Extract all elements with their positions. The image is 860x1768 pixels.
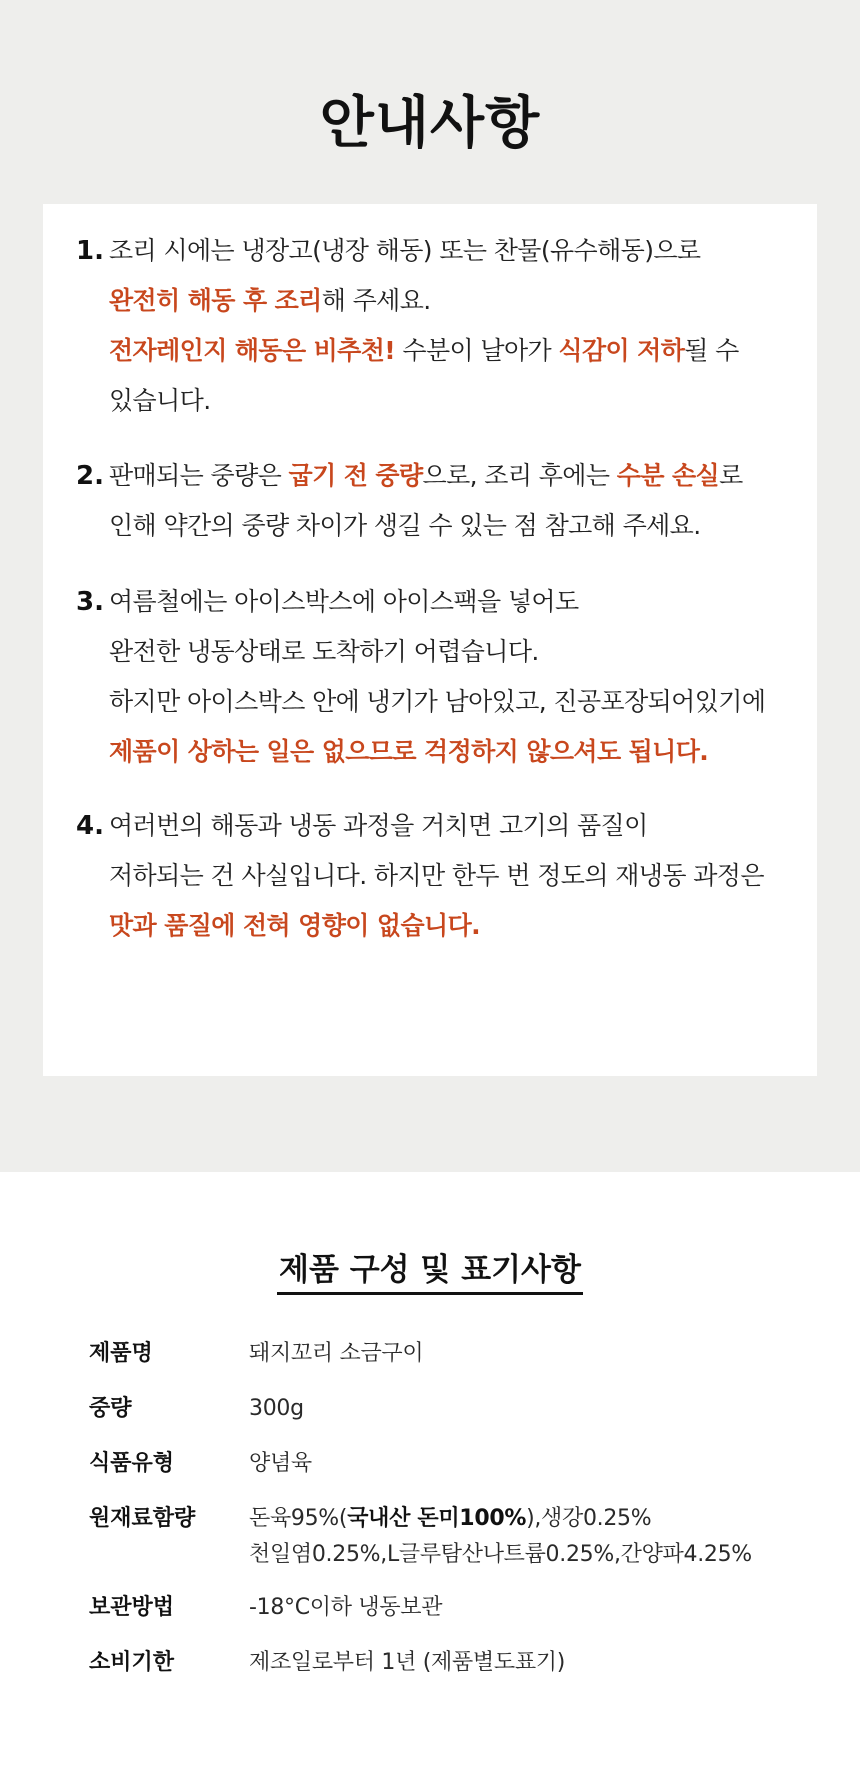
notice-line — [109, 627, 809, 677]
notice-card — [43, 204, 817, 1076]
notice-text: 완전한 냉동상태로 도착하기 어렵습니다. — [109, 637, 539, 666]
spec-value-text: 제조일로부터 1년 (제품별도표기) — [249, 1650, 566, 1675]
spec-value — [249, 1446, 849, 1482]
notice-text: 판매되는 중량은 — [109, 461, 289, 490]
spec-value-emphasis: 국내산 돈미100% — [347, 1506, 527, 1531]
notice-line — [109, 901, 809, 951]
notice-text: 하지만 아이스박스 안에 냉기가 남아있고, 진공포장되어있기에 — [109, 687, 766, 716]
spec-label: 소비기한 — [89, 1650, 175, 1675]
notice-text: 저하되는 건 사실입니다. 하지만 한두 번 정도의 재냉동 과정은 — [109, 861, 764, 890]
spec-label: 식품유형 — [89, 1451, 175, 1476]
spec-title: 제품 구성 및 표기사항 — [277, 1248, 583, 1295]
highlight-text: 완전히 해동 후 조리 — [109, 286, 322, 315]
notice-text: 있습니다. — [109, 386, 211, 415]
highlight-text: 수분 손실 — [616, 461, 720, 490]
spec-value-line — [249, 1537, 849, 1573]
spec-value — [249, 1336, 849, 1372]
notice-text: 으로, 조리 후에는 — [422, 461, 617, 490]
spec-value-line — [249, 1645, 849, 1681]
notice-text: 해 주세요. — [321, 286, 431, 315]
spec-value — [249, 1391, 849, 1427]
notice-number: 1. — [76, 236, 104, 266]
notice-text: 조리 시에는 냉장고(냉장 해동) 또는 찬물(유수해동)으로 — [109, 236, 701, 265]
notice-text: 인해 약간의 중량 차이가 생길 수 있는 점 참고해 주세요. — [109, 511, 701, 540]
spec-value-text: -18°C이하 냉동보관 — [249, 1595, 443, 1620]
notice-line — [109, 326, 809, 376]
spec-label: 중량 — [89, 1396, 132, 1421]
spec-value-text: ),생강0.25% — [526, 1506, 652, 1531]
spec-value — [249, 1590, 849, 1626]
page-title: 안내사항 — [319, 91, 541, 156]
notice-number: 3. — [76, 587, 104, 617]
notice-line — [109, 376, 809, 426]
notice-text: 될 수 — [684, 336, 739, 365]
notice-text: 수분이 날아가 — [395, 336, 559, 365]
spec-label: 보관방법 — [89, 1595, 175, 1620]
spec-value-text: 돈육95%( — [249, 1506, 348, 1531]
notice-body — [109, 226, 809, 426]
notice-body — [109, 451, 809, 551]
spec-label: 제품명 — [89, 1341, 153, 1366]
notice-line — [109, 451, 809, 501]
spec-value-text: 양념육 — [249, 1451, 312, 1476]
notice-text: 여러번의 해동과 냉동 과정을 거치면 고기의 품질이 — [109, 811, 648, 840]
highlight-text: 제품이 상하는 일은 없으므로 걱정하지 않으셔도 됩니다. — [109, 737, 709, 766]
spec-value-line — [249, 1590, 849, 1626]
highlight-text: 맛과 품질에 전혀 영향이 없습니다. — [109, 911, 481, 940]
spec-value — [249, 1645, 849, 1681]
highlight-text: 전자레인지 해동은 비추천! — [109, 336, 396, 365]
spec-value-line — [249, 1446, 849, 1482]
spec-value — [249, 1501, 849, 1573]
notice-number: 2. — [76, 461, 104, 491]
spec-value-text: 돼지꼬리 소금구이 — [249, 1341, 424, 1366]
spec-value-text: 천일염0.25%,L글루탐산나트륨0.25%,간양파4.25% — [249, 1542, 752, 1567]
spec-value-text: 300g — [249, 1396, 304, 1421]
notice-line — [109, 577, 809, 627]
notice-body — [109, 577, 809, 777]
notice-text: 로 — [719, 461, 743, 490]
notice-line — [109, 677, 809, 727]
notice-line — [109, 851, 809, 901]
spec-value-line — [249, 1501, 849, 1537]
notice-line — [109, 501, 809, 551]
notice-line — [109, 727, 809, 777]
notice-line — [109, 801, 809, 851]
notice-line — [109, 276, 809, 326]
notice-number: 4. — [76, 811, 104, 841]
spec-value-line — [249, 1391, 849, 1427]
highlight-text: 굽기 전 중량 — [288, 461, 423, 490]
spec-label: 원재료함량 — [89, 1506, 196, 1531]
highlight-text: 식감이 저하 — [558, 336, 685, 365]
spec-value-line — [249, 1336, 849, 1372]
notice-text: 여름철에는 아이스박스에 아이스팩을 넣어도 — [109, 587, 579, 616]
spec-title-wrap — [0, 1248, 860, 1295]
notice-body — [109, 801, 809, 951]
notice-line — [109, 226, 809, 276]
